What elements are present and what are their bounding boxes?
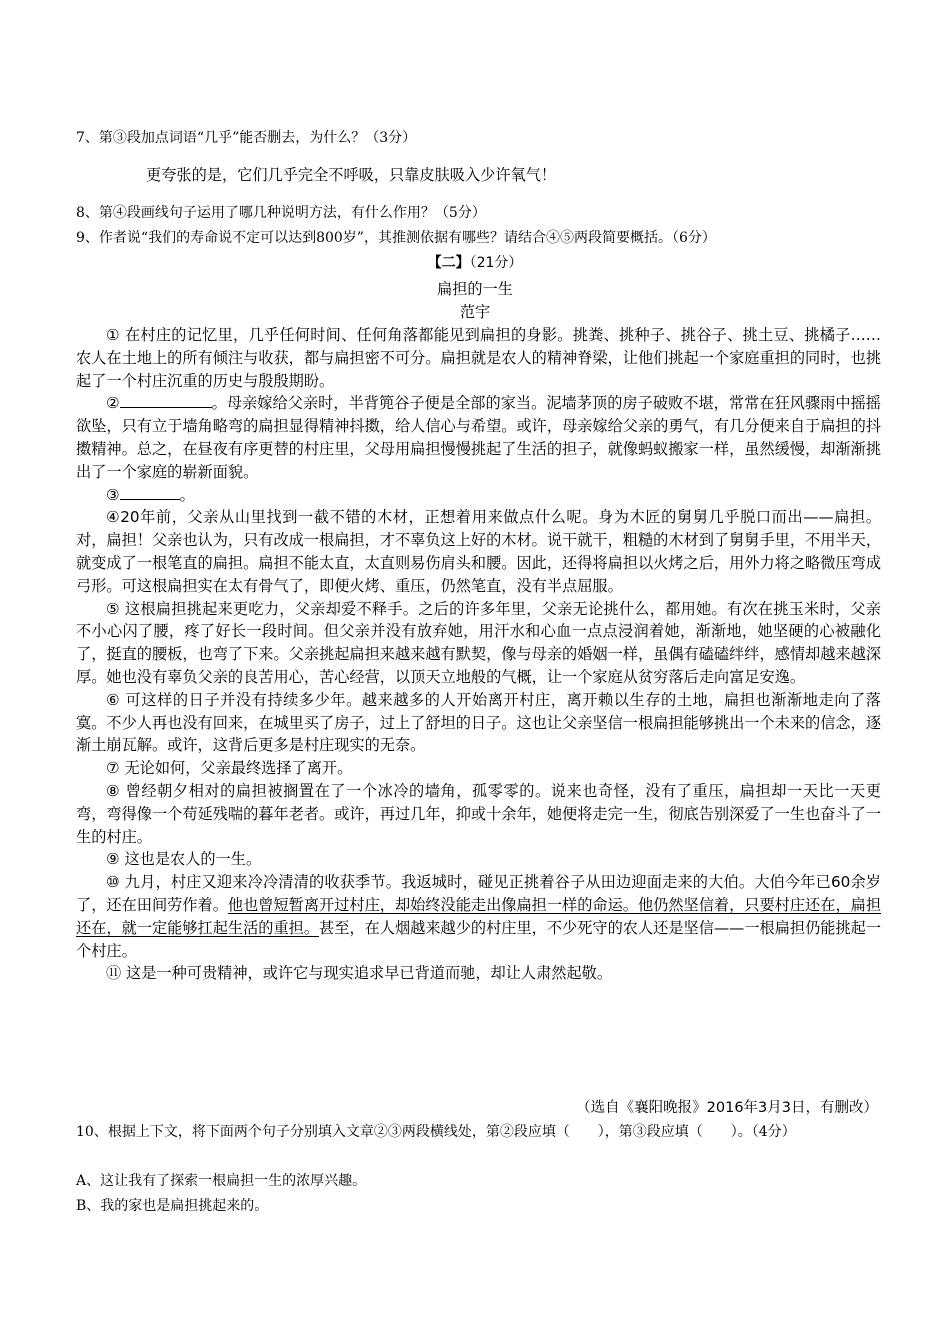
paragraph-10-start: ⑩ 九月，村庄又迎来冷冷清清的收获季节。我返城时，碰见正挑着谷子从田边迎面走来的大伯。大伯今年已60余岁了，还在田间劳作着。 — [76, 873, 881, 914]
paragraph-6: ⑥ 可这样的日子并没有持续多少年。越来越多的人开始离开村庄，离开赖以生存的土地，扁担也渐渐地走向了落寞。不少人再也没有回来，在城里买了房子，过上了舒坦的日子。这也让父亲坚信一根扁担能够挑出一个未来的信念，逐渐土崩瓦解。或许，这背后更多是村庄现实的无奈。 — [76, 690, 881, 755]
paragraph-4: ④20年前，父亲从山里找到一截不错的木材，正想着用来做点什么呢。身为木匠的舅舅几乎脱口而出——扁担。对，扁担！父亲也认为，只有改成一根扁担，才不辜负这上好的木材。说干就干，粗糙的木材到了舅舅手里，不用半天，就变成了一根笔直的扁担。扁担不能太直，太直则易伤肩头和腰。因此，还得将扁担以火烤之后，用外力将之略微压弯成弓形。可这根扁担实在太有骨气了，即便火烤、重压，仍然笔直，没有半点屈服。 — [76, 508, 881, 595]
article-author: 范宇 — [459, 303, 491, 321]
blank-3 — [120, 485, 180, 500]
paragraph-5: ⑤ 这根扁担挑起来更吃力，父亲却爱不释手。之后的许多年里，父亲无论挑什么，都用她。有次在挑玉米时，父亲不小心闪了腰，疼了好长一段时间。但父亲并没有放弃她，用汗水和心血一点点浸润着她，渐渐地，她坚硬的心被融化了，挺直的腰板，也弯了下来。父亲挑起扁担来越来越有默契，像与母亲的婚姻一样，虽偶有磕磕绊绊，感情却越来越深厚。她也没有辜负父亲的良苦用心，苦心经营，以顶天立地般的气概，让一个家庭从贫穷落后走向富足安逸。 — [76, 599, 881, 686]
section-label: 【二】 — [427, 255, 470, 271]
section-points: （21分） — [469, 255, 523, 271]
option-a: A、这让我有了探索一根扁担一生的浓厚兴趣。 — [76, 1173, 367, 1189]
option-b: B、我的家也是扁担挑起来的。 — [76, 1198, 269, 1214]
question-7: 7、第③段加点词语“几乎”能否删去，为什么？（3分） — [76, 130, 417, 146]
paragraph-11: ⑪ 这是一种可贵精神，或许它与现实追求早已背道而驰，却让人肃然起敬。 — [106, 964, 613, 983]
question-8: 8、第④段画线句子运用了哪几种说明方法，有什么作用？（5分） — [76, 205, 486, 221]
article-source: （选自《襄阳晚报》2016年3月3日，有删改） — [576, 1100, 878, 1116]
paragraph-3 — [76, 484, 881, 507]
article-title: 扁担的一生 — [437, 280, 513, 298]
paragraph-3-number: ③ — [106, 485, 120, 504]
question-9: 9、作者说“我们的寿命说不定可以达到800岁”，其推测依据有哪些？请结合④⑤两段简要概括。（6分） — [76, 230, 716, 246]
paragraph-2 — [76, 392, 881, 483]
question-7-quote: 更夸张的是，它们几乎完全不呼吸，只靠皮肤吸入少许氧气！ — [146, 166, 557, 184]
paragraph-9: ⑨ 这也是农人的一生。 — [106, 850, 262, 869]
section-heading — [0, 253, 950, 273]
paragraph-8: ⑧ 曾经朝夕相对的扁担被搁置在了一个冰冷的墙角，孤零零的。说来也奇怪，没有了重压，扁担却一天比一天更弯，弯得像一个苟延残喘的暮年老者。或许，再过几年，抑或十余年，她便将走完一生，彻底告别深爱了一生也奋斗了一生的村庄。 — [76, 781, 881, 846]
paragraph-3-end: 。 — [179, 485, 195, 504]
paragraph-7: ⑦ 无论如何，父亲最终选择了离开。 — [106, 759, 353, 778]
underlined-sentence: 他也曾短暂离开过村庄，却始终没能走出像扁担一样的命运。他仍然坚信着，只要村庄还在，扁担还在，就一定能够扛起生活的重担。 — [76, 895, 882, 937]
paragraph-2-text: 。母亲嫁给父亲时，半背篼谷子便是全部的家当。泥墙茅顶的房子破败不堪，常常在狂风骤雨中摇摇欲坠，只有立于墙角略弯的扁担显得精神抖擞，给人信心与希望。或许，母亲嫁给父亲的勇气，有几分便来自于扁担的抖擞精神。总之，在昼夜有序更替的村庄里，父母用扁担慢慢挑起了生活的担子，就像蚂蚁搬家一样，虽然缓慢，却渐渐挑出了一个家庭的崭新面貌。 — [76, 394, 881, 481]
article-body — [76, 324, 881, 985]
blank-2 — [120, 393, 212, 408]
question-10: 10、根据上下文，将下面两个句子分别填入文章②③两段横线处，第②段应填（ ），第③段应填（ ）。（4分） — [76, 1124, 796, 1140]
paragraph-10-end: 甚至，在人烟越来越少的村庄里，不少死守的农人还是坚信——一根扁担仍能挑起一个村庄。 — [76, 918, 882, 960]
paragraph-1: ① 在村庄的记忆里，几乎任何时间、任何角落都能见到扁担的身影。挑粪、挑种子、挑谷子、挑土豆、挑橘子……农人在土地上的所有倾注与收获，都与扁担密不可分。扁担就是农人的精神脊梁，让他们挑起一个家庭重担的同时，也挑起了一个村庄沉重的历史与殷殷期盼。 — [76, 326, 881, 390]
paragraph-10 — [76, 871, 881, 962]
paragraph-2-number: ② — [106, 394, 120, 413]
